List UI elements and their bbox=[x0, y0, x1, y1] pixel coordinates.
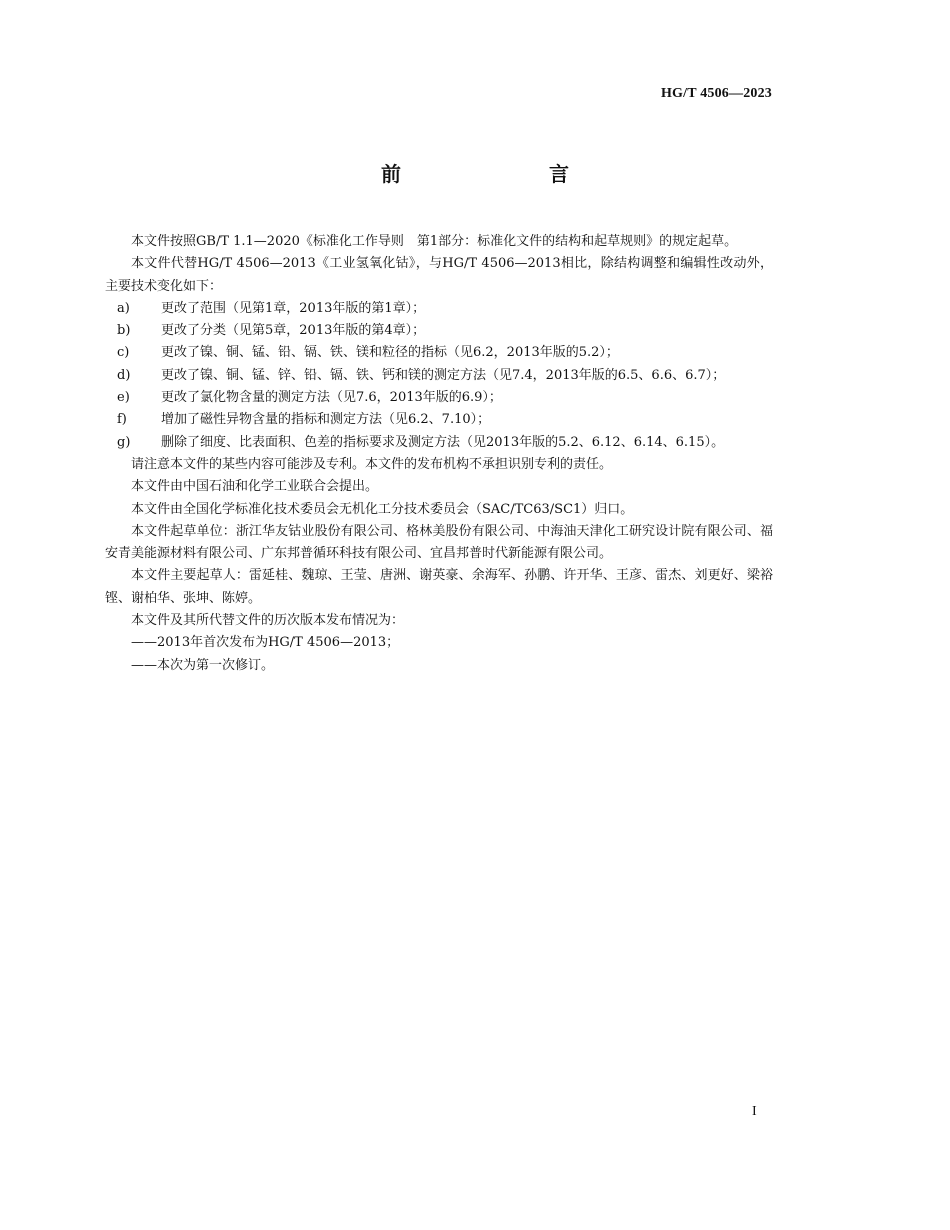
history-item: ——2013年首次发布为HG/T 4506—2013； bbox=[131, 635, 400, 651]
list-item-text: 增加了磁性异物含量的指标和测定方法（见6.2、7.10）； bbox=[161, 412, 491, 428]
foreword-body bbox=[105, 231, 773, 677]
history-item: ——本次为第一次修订。 bbox=[131, 657, 275, 673]
list-item bbox=[105, 365, 773, 387]
list-marker: b) bbox=[117, 323, 131, 339]
list-item-text: 更改了范围（见第1章，2013年版的第1章）； bbox=[161, 300, 426, 316]
list-item-text: 更改了镍、铜、锰、铅、镉、铁、镁和粒径的指标（见6.2，2013年版的5.2）； bbox=[161, 345, 619, 361]
list-marker: e) bbox=[117, 390, 130, 406]
standard-code: HG/T 4506—2023 bbox=[660, 86, 772, 101]
paragraph-proposer: 本文件由中国石油和化学工业联合会提出。 bbox=[131, 479, 379, 495]
paragraph-history-intro: 本文件及其所代替文件的历次版本发布情况为： bbox=[131, 613, 405, 629]
list-item bbox=[105, 387, 773, 409]
paragraph-drafting-rules: 本文件按照GB/T 1.1—2020《标准化工作导则 第1部分：标准化文件的结构和起草规则》的规定起草。 bbox=[131, 234, 738, 249]
page-number: I bbox=[752, 1104, 757, 1119]
list-item bbox=[105, 409, 773, 431]
list-item-text: 更改了镍、铜、锰、锌、铅、镉、铁、钙和镁的测定方法（见7.4，2013年版的6.5、6.6、6.7）； bbox=[161, 367, 726, 383]
paragraph-committee: 本文件由全国化学标准化技术委员会无机化工分技术委员会（SAC/TC63/SC1）归口。 bbox=[131, 501, 634, 517]
list-marker: f) bbox=[117, 412, 127, 428]
paragraph-patent-notice: 请注意本文件的某些内容可能涉及专利。本文件的发布机构不承担识别专利的责任。 bbox=[131, 456, 613, 472]
list-marker: d) bbox=[117, 367, 131, 383]
page-title: 前 言 bbox=[381, 162, 605, 186]
list-item-text: 更改了氯化物含量的测定方法（见7.6，2013年版的6.9）； bbox=[161, 390, 502, 406]
technical-changes-list bbox=[105, 298, 773, 454]
paragraph-drafting-units: 本文件起草单位：浙江华友钴业股份有限公司、格林美股份有限公司、中海油天津化工研究设计院有限公司、福安青美能源材料有限公司、广东邦普循环科技有限公司、宜昌邦普时代新能源有限公司。 bbox=[105, 523, 773, 562]
list-item-text: 更改了分类（见第5章，2013年版的第4章）； bbox=[161, 323, 426, 339]
paragraph-drafters: 本文件主要起草人：雷延桂、魏琼、王莹、唐洲、谢英豪、余海军、孙鹏、许开华、王彦、雷杰、刘更好、梁裕铿、谢柏华、张坤、陈婷。 bbox=[105, 568, 773, 606]
list-marker: a) bbox=[117, 300, 130, 316]
list-item bbox=[105, 432, 773, 454]
list-item-text: 删除了细度、比表面积、色差的指标要求及测定方法（见2013年版的5.2、6.12、6.14、6.15）。 bbox=[161, 434, 725, 450]
list-item bbox=[105, 298, 773, 320]
list-item bbox=[105, 320, 773, 342]
list-marker: c) bbox=[117, 345, 130, 361]
list-marker: g) bbox=[117, 434, 131, 450]
list-item bbox=[105, 342, 773, 364]
paragraph-replacement: 本文件代替HG/T 4506—2013《工业氢氧化钴》，与HG/T 4506—2013相比，除结构调整和编辑性改动外，主要技术变化如下： bbox=[105, 256, 773, 294]
